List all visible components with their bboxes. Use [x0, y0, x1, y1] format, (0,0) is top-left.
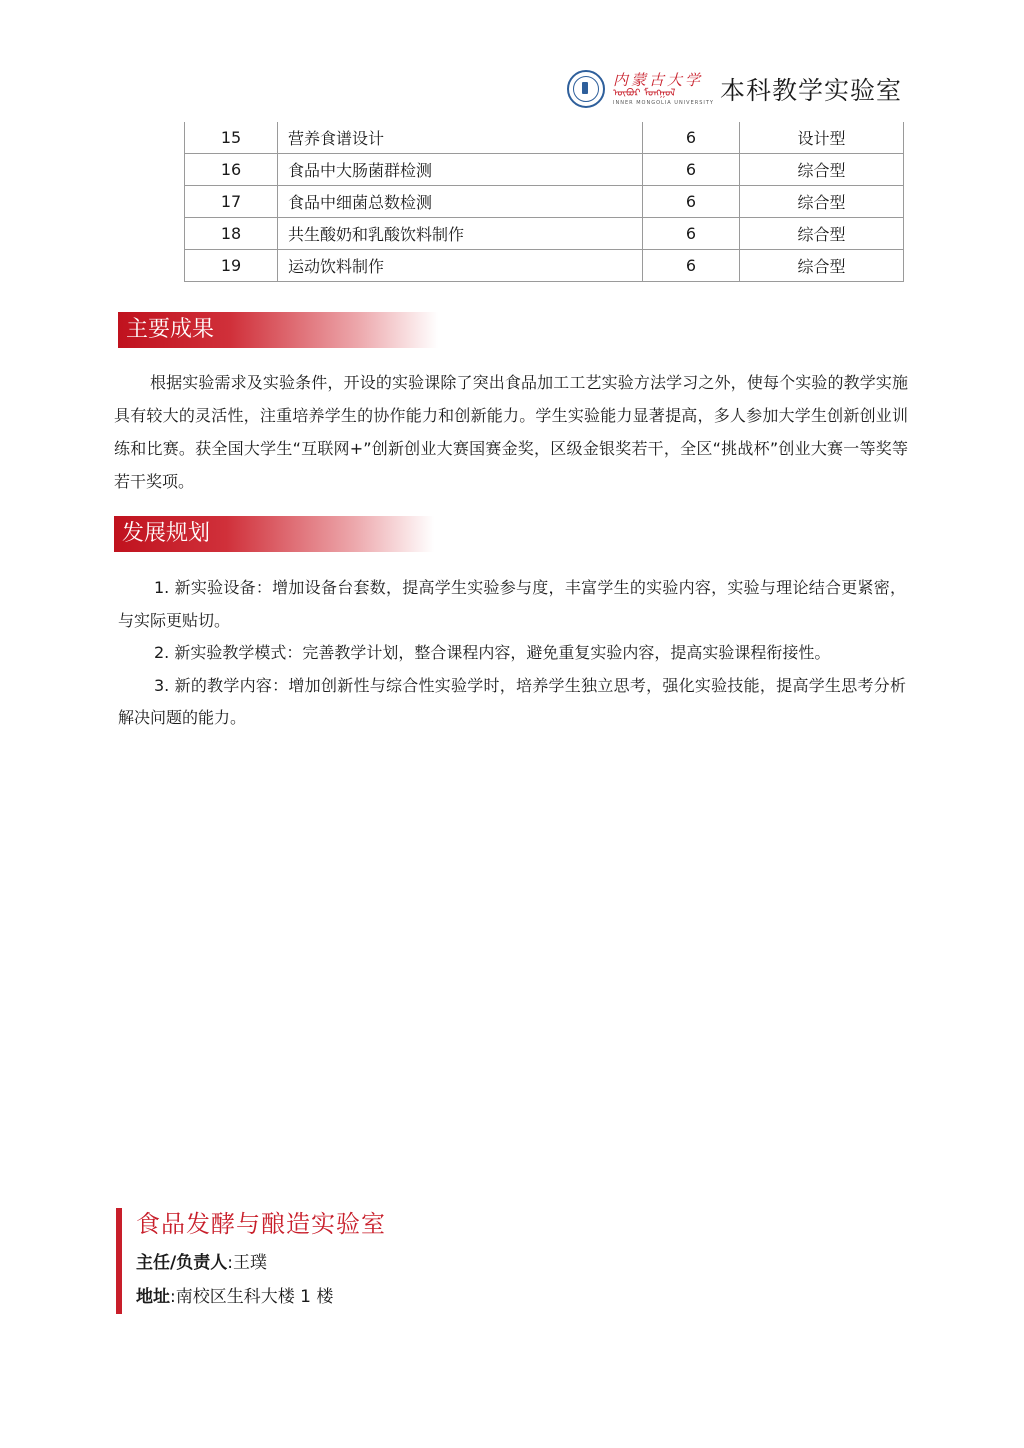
- cell-type: 综合型: [740, 218, 904, 250]
- cell-name: 共生酸奶和乳酸饮料制作: [278, 218, 643, 250]
- cell-no: 18: [185, 218, 278, 250]
- director-value: :王璞: [227, 1253, 267, 1273]
- logo-english: INNER MONGOLIA UNIVERSITY: [613, 99, 714, 106]
- cell-hours: 6: [643, 122, 740, 154]
- table-row: [185, 186, 904, 218]
- address-value: :南校区生科大楼 1 楼: [170, 1287, 334, 1307]
- logo-chinese: 内蒙古大学: [613, 70, 704, 89]
- university-seal-icon: [567, 70, 605, 108]
- lab-director: [136, 1246, 386, 1280]
- director-label: 主任/负责人: [136, 1253, 228, 1273]
- cell-hours: 6: [643, 218, 740, 250]
- logo-mongolian: ᠥᠪᠦᠷ ᠮᠣᠩᠭᠣᠯ: [613, 87, 676, 99]
- cell-no: 19: [185, 250, 278, 282]
- address-label: 地址: [136, 1287, 170, 1307]
- lab-name: 食品发酵与酿造实验室: [136, 1210, 386, 1238]
- table-row: [185, 154, 904, 186]
- cell-name: 食品中细菌总数检测: [278, 186, 643, 218]
- header-title: 本科教学实验室: [719, 76, 902, 105]
- plan-item: 3. 新的教学内容：增加创新性与综合性实验学时，培养学生独立思考，强化实验技能，提高学生思考分析解决问题的能力。: [118, 675, 906, 727]
- table-row: [185, 122, 904, 154]
- cell-name: 营养食谱设计: [278, 122, 643, 154]
- plan-list: [118, 572, 906, 735]
- plan-heading: 发展规划: [114, 516, 434, 552]
- cell-name: 食品中大肠菌群检测: [278, 154, 643, 186]
- achievements-paragraph: 根据实验需求及实验条件，开设的实验课除了突出食品加工工艺实验方法学习之外，使每个实验的教学实施具有较大的灵活性，注重培养学生的协作能力和创新能力。学生实验能力显著提高，多人参加大学生创新创业训练和比赛。获全国大学生“互联网+”创新创业大赛国赛金奖，区级金银奖若干，全区“挑战杯”创业大赛一等奖等若干奖项。: [114, 373, 908, 491]
- table-row: [185, 218, 904, 250]
- lab-address: [136, 1280, 386, 1314]
- cell-no: 16: [185, 154, 278, 186]
- cell-type: 设计型: [740, 122, 904, 154]
- cell-hours: 6: [643, 154, 740, 186]
- cell-type: 综合型: [740, 250, 904, 282]
- cell-type: 综合型: [740, 154, 904, 186]
- course-table: [184, 122, 904, 282]
- cell-no: 15: [185, 122, 278, 154]
- cell-hours: 6: [643, 250, 740, 282]
- page-header: [567, 70, 902, 108]
- cell-no: 17: [185, 186, 278, 218]
- plan-item: 1. 新实验设备：增加设备台套数，提高学生实验参与度，丰富学生的实验内容，实验与理论结合更紧密，与实际更贴切。: [118, 578, 906, 630]
- lab-card: [116, 1208, 386, 1314]
- achievements-heading: 主要成果: [118, 312, 438, 348]
- cell-name: 运动饮料制作: [278, 250, 643, 282]
- cell-type: 综合型: [740, 186, 904, 218]
- plan-item: 2. 新实验教学模式：完善教学计划，整合课程内容，避免重复实验内容，提高实验课程衔接性。: [154, 643, 831, 662]
- university-logo: [613, 72, 714, 107]
- cell-hours: 6: [643, 186, 740, 218]
- table-row: [185, 250, 904, 282]
